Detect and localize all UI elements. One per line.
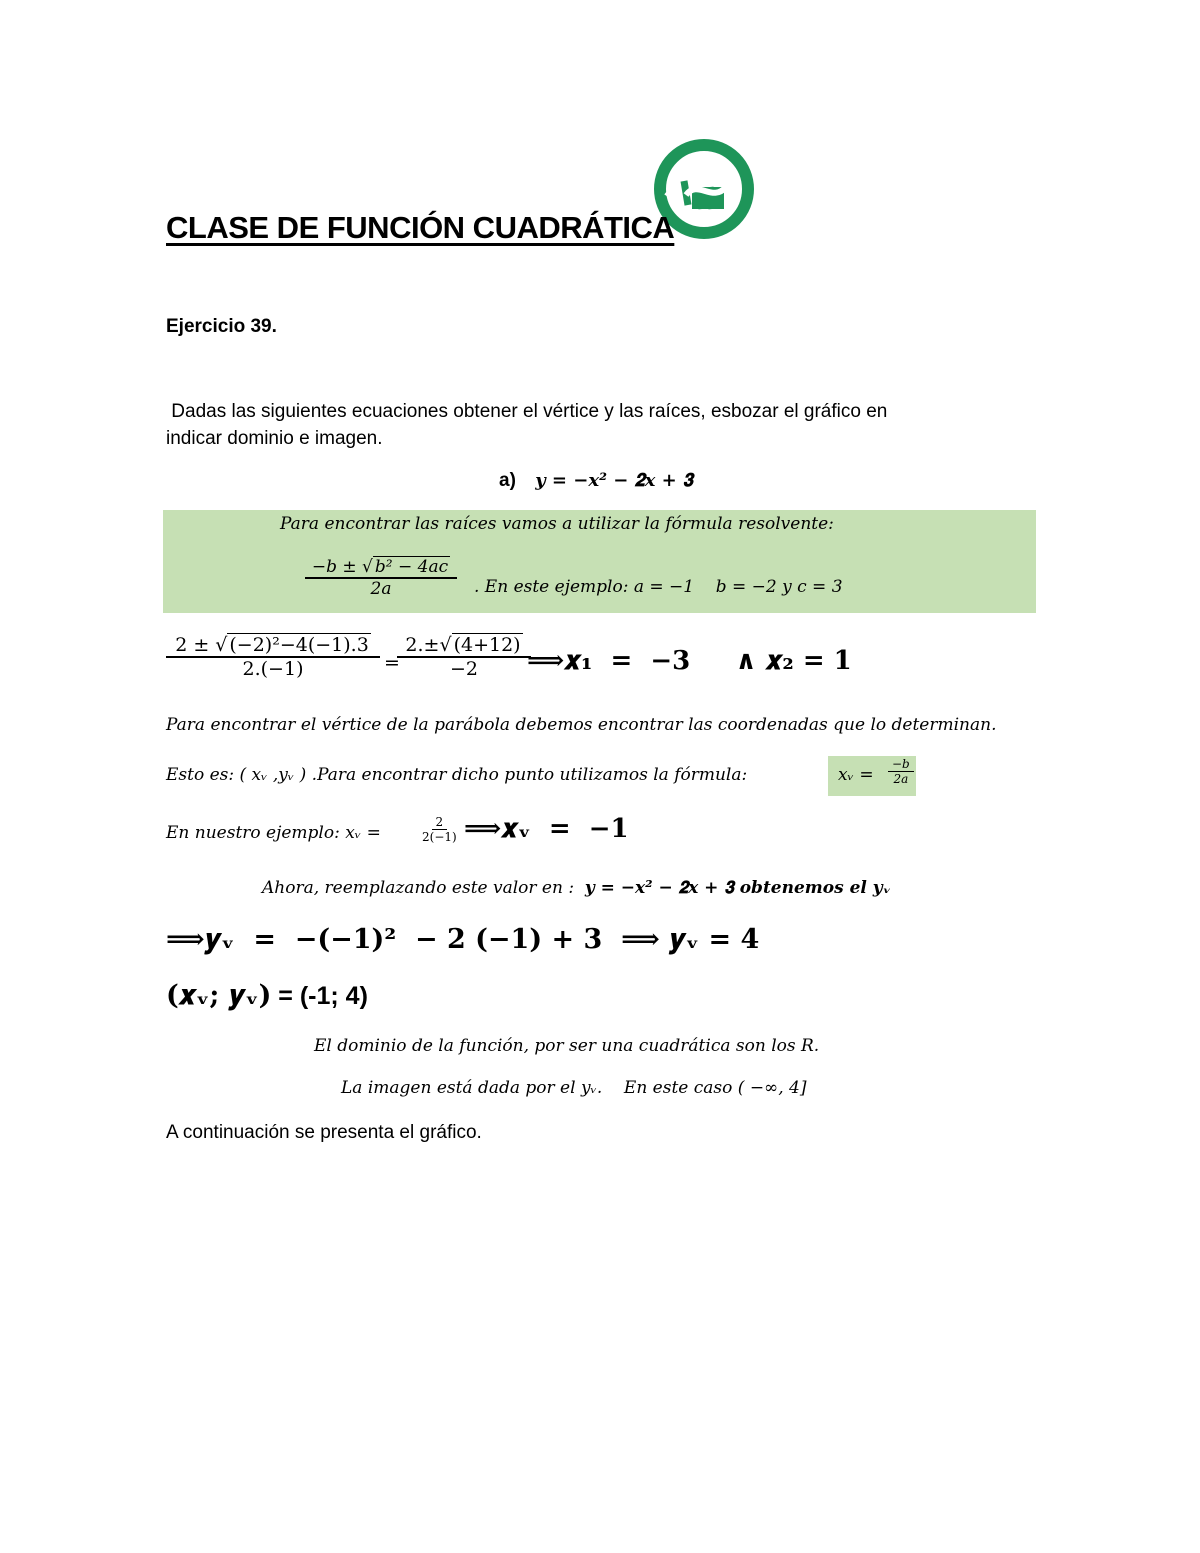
vertex-intro: Para encontrar el vértice de la parábola debemos encontrar las coordenadas que lo determinan. (166, 715, 997, 735)
exercise-heading: Ejercicio 39. (166, 316, 277, 337)
calc-equals: = (384, 652, 400, 674)
calc-radicand-2: (4+12) (453, 634, 521, 656)
formula-numerator: −b ± √ (311, 557, 373, 577)
intro-line-1: Dadas las siguientes ecuaciones obtener el vértice y las raíces, esbozar el gráfico en (166, 401, 888, 422)
calc-numerator-2: 2.±√ (405, 634, 452, 656)
quadratic-formula (305, 557, 457, 599)
calc-radicand-1: (−2)²−4(−1).3 (229, 634, 369, 656)
vertex-text: Esto es: ( xᵥ ,yᵥ ) .Para encontrar dicho punto utilizamos la fórmula: (166, 765, 748, 785)
vertex-formula-denominator: 2a (893, 772, 909, 786)
calc-denominator-1: 2.(−1) (242, 658, 304, 680)
intro-line-2: indicar dominio e imagen. (166, 428, 383, 449)
roots-calculation-2 (397, 634, 531, 680)
roots-calculation (166, 634, 380, 680)
image-text: La imagen está dada por el yᵥ. En este caso ( −∞, 4] (341, 1078, 807, 1098)
replace-line (262, 878, 891, 898)
formula-denominator: 2a (370, 579, 392, 599)
vertex-formula-numerator: −b (888, 757, 914, 772)
roots-result: ⟹𝒙₁ = −𝟑 ∧ 𝒙₂ = 𝟏 (527, 646, 852, 676)
formula-example: . En este ejemplo: a = −1 b = −2 y c = 3 (474, 577, 843, 597)
vertex-point (166, 980, 368, 1012)
vertex-point-rhs: = (-1; 4) (271, 982, 368, 1010)
yv-calculation: ⟹𝒚ᵥ = −(−𝟏)² − 𝟐 (−𝟏) + 𝟑 ⟹ 𝒚ᵥ = 𝟒 (166, 924, 760, 955)
vertex-formula-lhs: xᵥ = (838, 765, 874, 785)
replace-equation: 𝒚 = −𝒙² − 𝟐𝒙 + 𝟑 𝒐𝒃𝒕𝒆𝒏𝒆𝒎𝒐𝒔 𝒆𝒍 𝒚ᵥ (584, 878, 892, 898)
item-a (499, 470, 693, 492)
main-equation: 𝒚 = −𝒙² − 𝟐𝒙 + 𝟑 (535, 470, 693, 491)
document-title: CLASE DE FUNCIÓN CUADRÁTICA (166, 210, 675, 245)
formula-radicand: b² − 4ac (374, 557, 449, 577)
closing-text: A continuación se presenta el gráfico. (166, 1122, 482, 1143)
vertex-point-lhs: (𝒙ᵥ; 𝒚ᵥ) (166, 980, 272, 1011)
example-result: ⟹𝒙ᵥ = −𝟏 (464, 814, 629, 844)
item-label: a) (499, 470, 516, 491)
example-denominator: 2(−1) (422, 830, 457, 844)
replace-text: Ahora, reemplazando este valor en : (262, 878, 575, 898)
calc-numerator-1: 2 ± √ (175, 634, 228, 656)
example-numerator: 2 (432, 815, 448, 830)
example-text: En nuestro ejemplo: xᵥ = (166, 823, 381, 843)
example-fraction (418, 815, 461, 844)
formula-intro: Para encontrar las raíces vamos a utilizar la fórmula resolvente: (280, 514, 834, 534)
domain-text: El dominio de la función, por ser una cuadrática son los R. (314, 1036, 820, 1056)
calc-denominator-2: −2 (449, 658, 478, 680)
vertex-formula (888, 757, 914, 786)
